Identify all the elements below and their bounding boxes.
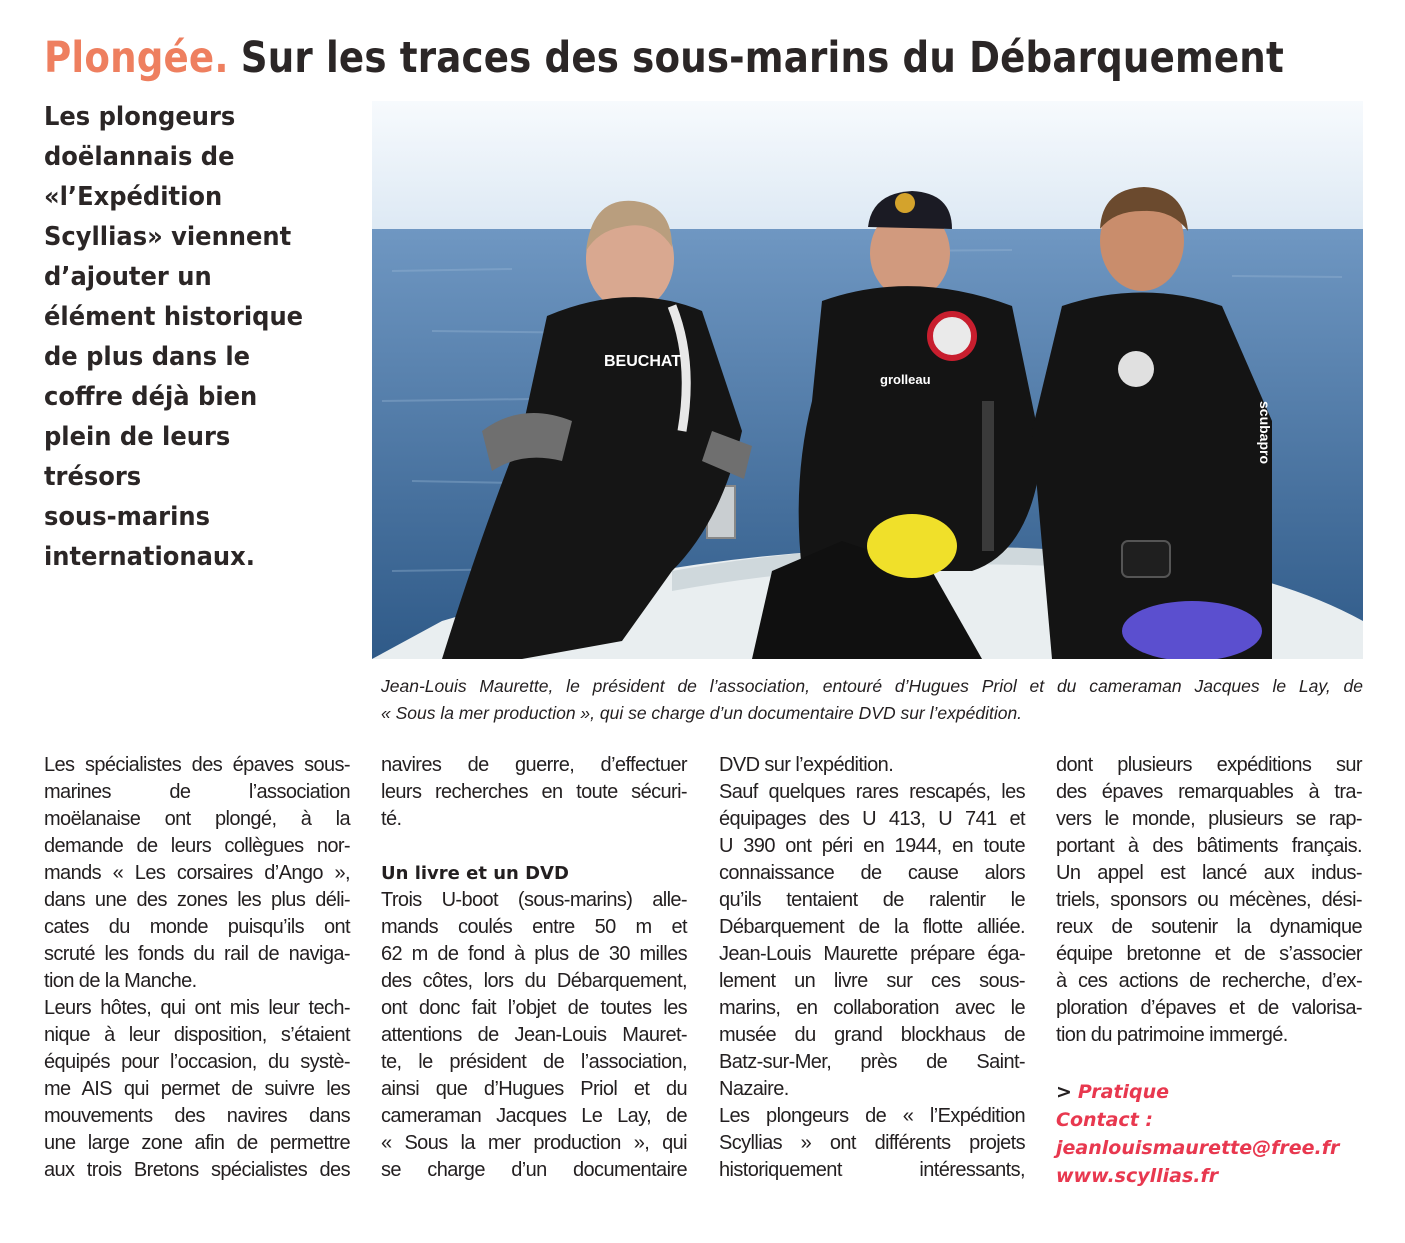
section-subheading: Un livre et un DVD [381,863,569,884]
body-line: Nazaire. [719,1078,789,1100]
intro-line: doëlannais de [44,142,235,172]
body-line: té. [381,808,402,830]
body-line: marines de l’association [44,781,350,803]
body-line: une large zone afin de permettre [44,1132,350,1154]
body-line: Scyllias » ont différents projets [719,1132,1025,1154]
body-line: ainsi que d’Hugues Priol et du [381,1078,687,1100]
body-line: qu’ils tentaient de ralentir le [719,889,1025,911]
divers-photo [372,101,1363,659]
body-line: Trois U-boot (sous-marins) alle- [381,889,687,911]
caption-line: « Sous la mer production », qui se charge d’un documentaire DVD sur l’expédition. [381,703,1023,723]
intro-line: sous-marins [44,502,210,532]
wetsuit-logo-beuchat: BEUCHAT [604,353,682,370]
body-line: mands « Les corsaires d’Ango », [44,862,350,884]
body-line: Débarquement de la flotte alliée. [719,916,1025,938]
body-line: équipe bretonne et de s’associer [1056,943,1362,965]
intro-line: d’ajouter un [44,262,212,292]
body-line: attentions de Jean-Louis Mauret- [381,1024,687,1046]
intro-line: Les plongeurs [44,102,236,132]
article-headline [44,30,1284,86]
body-line: Les spécialistes des épaves sous- [44,754,350,776]
body-line: mouvements des navires dans [44,1105,350,1127]
body-line: « Sous la mer production », qui [381,1132,687,1154]
body-line: Jean-Louis Maurette prépare éga- [719,943,1025,965]
intro-line: coffre déjà bien [44,382,258,412]
body-line: Leurs hôtes, qui ont mis leur tech- [44,997,350,1019]
pratique-label: Pratique [1077,1081,1170,1103]
pratique-heading [1056,1078,1376,1106]
paragraph-gap [381,833,687,860]
body-line: équipages des U 413, U 741 et [719,808,1025,830]
body-line: navires de guerre, d’effectuer [381,754,687,776]
body-line: tion du patrimoine immergé. [1056,1024,1288,1046]
body-line: ploration d’épaves et de valorisa- [1056,997,1362,1019]
contact-label: Contact : [1056,1109,1153,1131]
body-line: musée du grand blockhaus de [719,1024,1025,1046]
body-line: dans une des zones les plus déli- [44,889,350,911]
body-line: des côtes, lors du Débarquement, [381,970,687,992]
body-line: se charge d’un documentaire [381,1159,687,1181]
body-line: cates du monde puisqu’ils ont [44,916,350,938]
body-line: ont donc fait l’objet de toutes les [381,997,687,1019]
body-line: historiquement intéressants, [719,1159,1025,1181]
body-line: Les plongeurs de « l’Expédition [719,1105,1025,1127]
body-line: vers le monde, plusieurs se rap- [1056,808,1362,830]
body-line: marins, en collaboration avec le [719,997,1025,1019]
body-line: scruté les fonds du rail de naviga- [44,943,350,965]
body-line: DVD sur l’expédition. [719,754,894,776]
body-line: cameraman Jacques Le Lay, de [381,1105,687,1127]
body-line: Sauf quelques rares rescapés, les [719,781,1025,803]
body-line: reux de soutenir la dynamique [1056,916,1362,938]
headline-kicker: Plongée. [44,33,229,83]
wetsuit-logo-scubapro: scubapro [1257,401,1273,465]
pratique-box [1056,1078,1376,1190]
body-line: leurs recherches en toute sécuri- [381,781,687,803]
body-line: Un appel est lancé aux indus- [1056,862,1362,884]
intro-line: internationaux. [44,542,255,572]
body-line: aux trois Bretons spécialistes des [44,1159,350,1181]
arrow-icon: > [1056,1081,1072,1103]
article-column-2 [381,752,687,1184]
body-line: nique à leur disposition, s’étaient [44,1024,350,1046]
body-line: portant à des bâtiments français. [1056,835,1362,857]
body-line: à ces actions de recherche, d’ex- [1056,970,1362,992]
body-line: Batz-sur-Mer, près de Saint- [719,1051,1025,1073]
headline-title: Sur les traces des sous-marins du Débarquement [240,33,1284,83]
body-line: demande de leurs collègues nor- [44,835,350,857]
body-line: moëlanaise ont plongé, à la [44,808,350,830]
intro-line: plein de leurs [44,422,231,452]
article-column-3 [719,752,1025,1184]
body-line: dont plusieurs expéditions sur [1056,754,1362,776]
body-line: triels, sponsors ou mécènes, dési- [1056,889,1362,911]
body-line: lement un livre sur ces sous- [719,970,1025,992]
body-line: des épaves remarquables à tra- [1056,781,1362,803]
body-line: connaissance de cause alors [719,862,1025,884]
article-column-1 [44,752,350,1184]
body-line: équipés pour l’occasion, du systè- [44,1051,350,1073]
intro-line: élément historique [44,302,304,332]
intro-line: «l’Expédition [44,182,223,212]
article-column-4 [1056,752,1362,1049]
contact-email[interactable]: jeanlouismaurette@free.fr [1056,1137,1340,1159]
body-line: 62 m de fond à plus de 30 milles [381,943,687,965]
intro-line: Scyllias» viennent [44,222,292,252]
body-line: mands coulés entre 50 m et [381,916,687,938]
body-line: me AIS qui permet de suivre les [44,1078,350,1100]
intro-paragraph [44,97,344,577]
intro-line: de plus dans le [44,342,251,372]
photo-caption [381,673,1363,727]
body-line: te, le président de l’association, [381,1051,687,1073]
wetsuit-logo-grolleau: grolleau [880,372,931,387]
website-link[interactable]: www.scyllias.fr [1056,1165,1219,1187]
caption-line: Jean-Louis Maurette, le président de l’association, entouré d’Hugues Priol et du cameraman Jacques le Lay, de [381,676,1363,696]
intro-line: trésors [44,462,142,492]
body-line: U 390 ont péri en 1944, en toute [719,835,1025,857]
body-line: tion de la Manche. [44,970,197,992]
divers-illustration [372,101,1363,659]
